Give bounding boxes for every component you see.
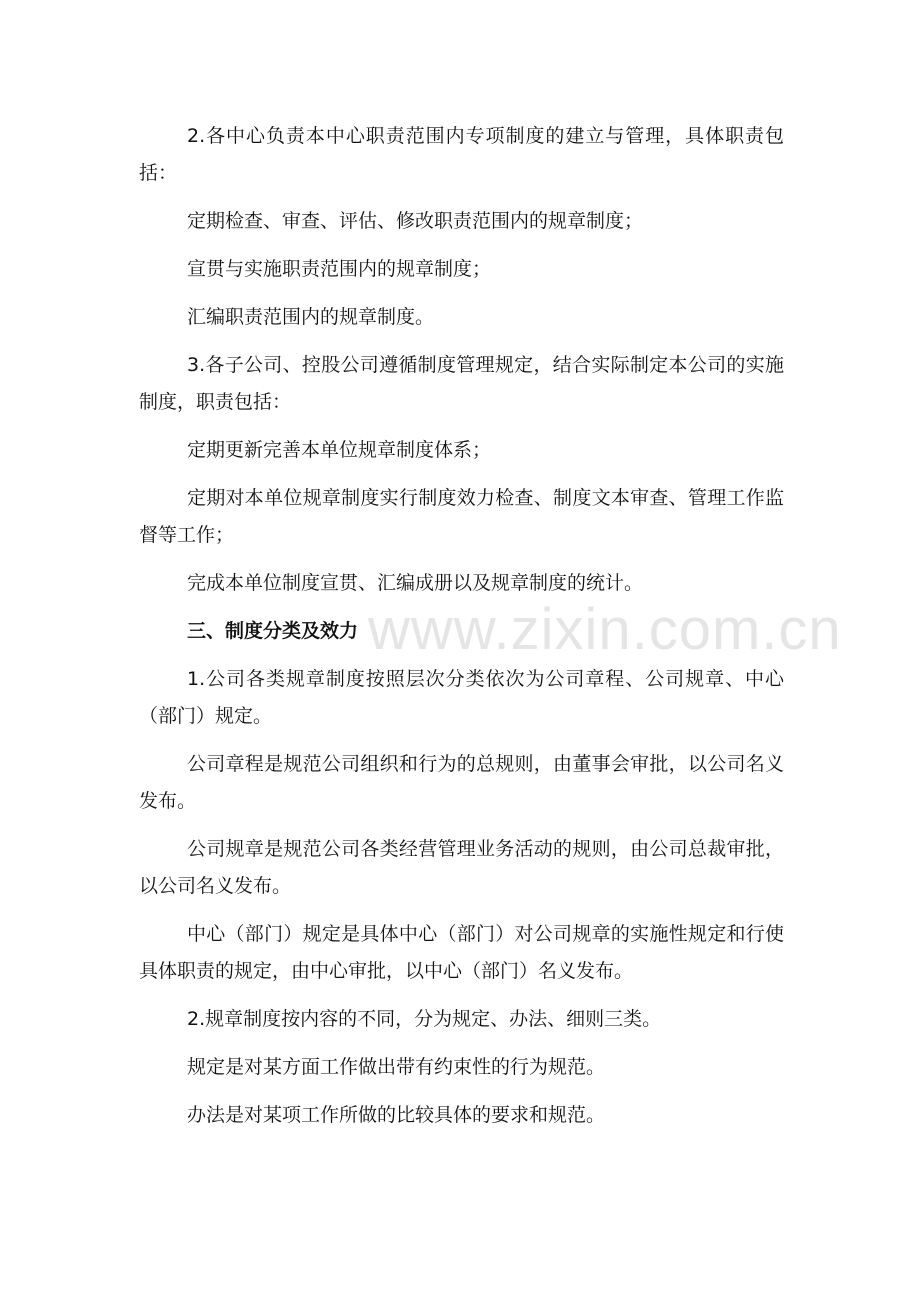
paragraph-charter: 公司章程是规范公司组织和行为的总规则，由董事会审批，以公司名义发布。: [139, 753, 784, 812]
paragraph-center-duties: 2.各中心负责本中心职责范围内专项制度的建立与管理，具体职责包括：: [139, 125, 784, 184]
paragraph-duty-implement: 宣贯与实施职责范围内的规章制度；: [187, 258, 492, 280]
paragraph-company-rules: 公司规章是规范公司各类经营管理业务活动的规则，由公司总裁审批，以公司名义发布。: [139, 838, 784, 897]
paragraph-duty-check: 定期检查、审查、评估、修改职责范围内的规章制度；: [187, 210, 644, 232]
paragraph-hierarchy: 1.公司各类规章制度按照层次分类依次为公司章程、公司规章、中心（部门）规定。: [139, 668, 784, 727]
paragraph-duty-compile: 汇编职责范围内的规章制度。: [187, 306, 435, 328]
paragraph-duty-statistics: 完成本单位制度宣贯、汇编成册以及规章制度的统计。: [187, 572, 644, 594]
paragraph-content-types: 2.规章制度按内容的不同，分为规定、办法、细则三类。: [187, 1008, 662, 1030]
watermark: www.zixin.com.cn: [368, 597, 842, 662]
paragraph-duty-update: 定期更新完善本单位规章制度体系；: [187, 439, 492, 461]
section-heading: 三、制度分类及效力: [187, 620, 359, 642]
paragraph-measure-def: 办法是对某项工作所做的比较具体的要求和规范。: [187, 1104, 606, 1126]
paragraph-subsidiary-duties: 3.各子公司、控股公司遵循制度管理规定，结合实际制定本公司的实施制度，职责包括：: [139, 354, 784, 413]
paragraph-regulation-def: 规定是对某方面工作做出带有约束性的行为规范。: [187, 1056, 606, 1078]
document-body: [139, 118, 784, 1145]
paragraph-department-rules: 中心（部门）规定是具体中心（部门）对公司规章的实施性规定和行使具体职责的规定，由中心审批，以中心（部门）名义发布。: [139, 923, 784, 982]
paragraph-duty-review: 定期对本单位规章制度实行制度效力检查、制度文本审查、管理工作监督等工作；: [139, 487, 784, 546]
